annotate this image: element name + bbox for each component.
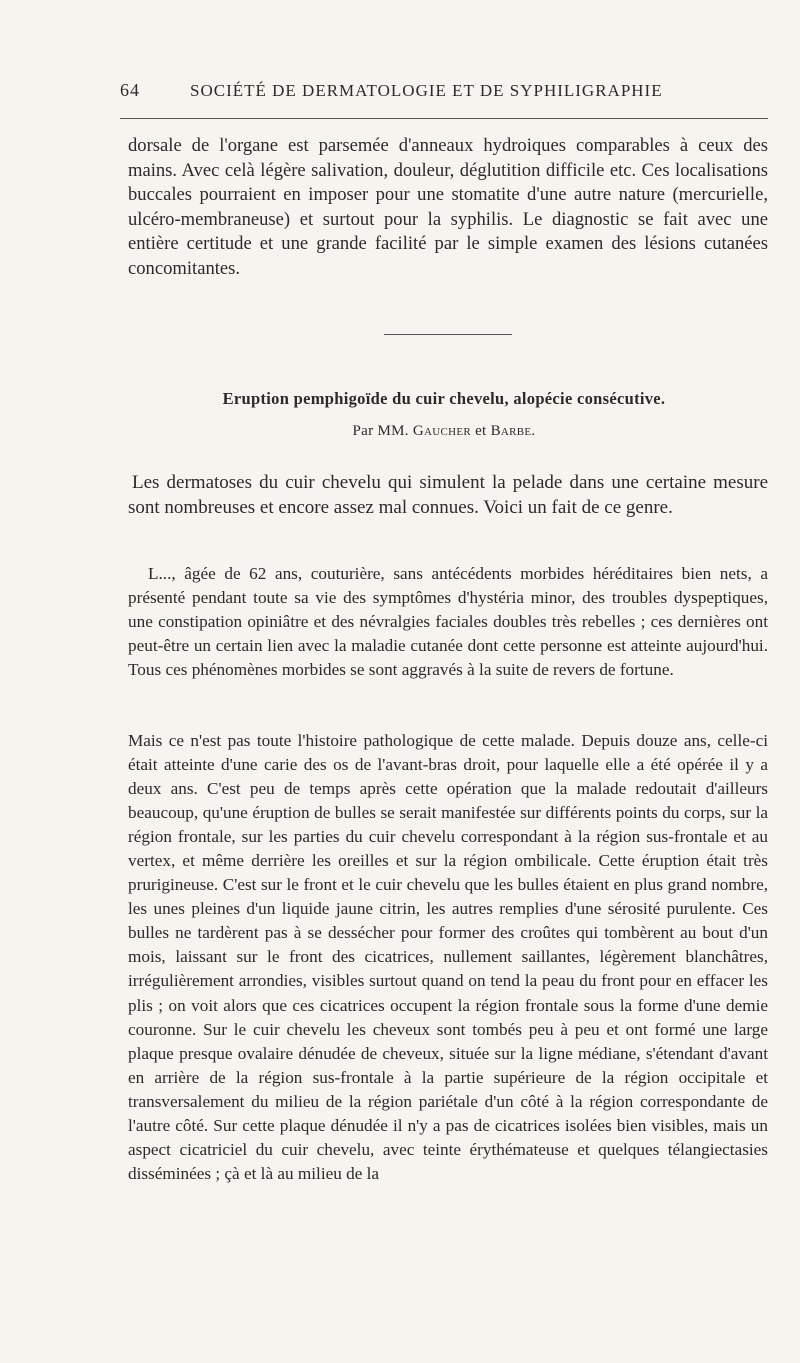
section-divider — [384, 334, 512, 335]
case-paragraph: L..., âgée de 62 ans, couturière, sans antécédents morbides héréditaires bien nets, a présenté pendant toute sa vie des symptômes d'hystéria minor, des troubles dyspeptiques, une constipation opiniâtre et des névralgies faciales doubles très rebelles ; ces dernières ont peut-être un certain lien avec la maladie cutanée dont cette personne est atteinte aujourd'hui. Tous ces phénomènes morbides se sont aggravés à la suite de revers de fortune. — [128, 564, 768, 680]
byline-conjunction: et — [475, 423, 487, 439]
running-header — [120, 80, 768, 104]
author-name: Barbe. — [490, 423, 536, 439]
continued-paragraph: dorsale de l'organe est parsemée d'anneaux hydroiques comparables à ceux des mains. Avec celà légère salivation, douleur, déglutition difficile etc. Ces localisations buccales pourraient en imposer pour une stomatite d'une autre nature (mercurielle, ulcéro-membraneuse) et surtout pour la syphilis. Le diagnostic se fait avec une entière certitude et une grande facilité par le simple examen des lésions cutanées concomitantes. — [128, 135, 768, 279]
author-name: Gaucher — [412, 423, 472, 439]
article-title: Eruption pemphigoïde du cuir chevelu, alopécie consécutive. — [222, 389, 666, 408]
history-paragraph: Mais ce n'est pas toute l'histoire pathologique de cette malade. Depuis douze ans, celle-ci était atteinte d'une carie des os de l'avant-bras droit, pour laquelle elle a été opérée il y a deux ans. C'est peu de temps après cette opération que la malade redoutait d'ailleurs beaucoup, qu'une éruption de bulles se serait manifestée sur différents points du corps, sur la région frontale, sur les parties du cuir chevelu correspondant à la région sus-frontale et au vertex, et même derrière les oreilles et sur la région ombilicale. Cette éruption était très prurigineuse. C'est sur le front et le cuir chevelu que les bulles étaient en plus grand nombre, les unes pleines d'un liquide jaune citrin, les autres remplies d'une sérosité purulente. Ces bulles ne tardèrent pas à se dessécher pour former des croûtes qui tombèrent au bout d'un mois, laissant sur le front des cicatrices, nullement saillantes, légèrement blanchâtres, irrégulièrement arrondies, visibles surtout quand on tend la peau du front pour en effacer les plis ; on voit alors que ces cicatrices occupent la région frontale sous la forme d'une demie couronne. Sur le cuir chevelu les cheveux sont tombés peu à peu et ont formé une large plaque presque ovalaire dénudée de cheveux, située sur la ligne médiane, s'étendant d'avant en arrière de la région sus-frontale à la partie supérieure de la région occipitale et transversalement du milieu de la région pariétale d'un côté à la région correspondante de l'autre côté. Sur cette plaque dénudée il n'y a pas de cicatrices isolées bien visibles, mais un aspect cicatriciel du cuir chevelu, avec teinte érythémateuse et quelques télangiectasies disséminées ; çà et là au milieu de la — [128, 731, 768, 1183]
intro-paragraph: Les dermatoses du cuir chevelu qui simulent la pelade dans une certaine mesure sont nombreuses et encore assez mal connues. Voici un fait de ce genre. — [128, 472, 768, 518]
article-byline — [120, 423, 768, 440]
page-number: 64 — [120, 80, 140, 100]
header-rule — [120, 118, 768, 119]
running-title: SOCIÉTÉ DE DERMATOLOGIE ET DE SYPHILIGRAPHIE — [190, 81, 663, 100]
byline-prefix: Par MM. — [352, 423, 409, 439]
